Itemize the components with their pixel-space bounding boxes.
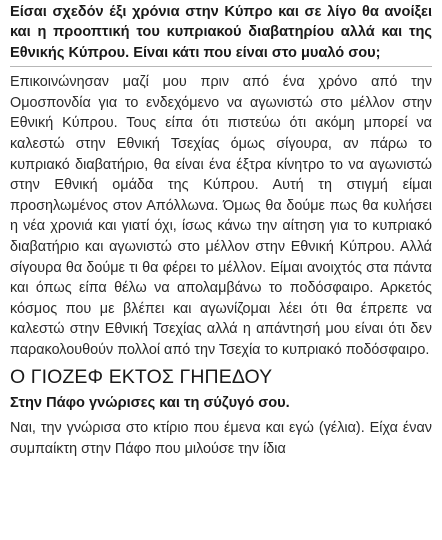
divider — [10, 66, 432, 67]
interview-answer-2: Ναι, την γνώρισα στο κτίριο που έμενα και εγώ (γέλια). Είχα έναν συμπαίκτη στην Πάφο που μιλούσε την ίδια — [10, 419, 432, 457]
section-heading: Ο ΓΙΟΖΕΦ ΕΚΤΟΣ ΓΗΠΕΔΟΥ — [10, 365, 273, 388]
interview-question-2: Στην Πάφο γνώρισες και τη σύζυγό σου. — [10, 394, 290, 411]
interview-answer: Επικοινώνησαν μαζί μου πριν από ένα χρόνο από την Ομοσπονδία για το ενδεχόμενο να αγωνιστώ στο μέλλον στην Εθνική Κύπρου. Τους είπα ότι πιστεύω ότι ακόμη μπορεί να καλεστώ στην Εθνική Τσεχίας όμως σίγουρα, αν πάρω το κυπριακό διαβατήριο, θα είναι ένα έξτρα κίνητρο το να αγωνιστώ στην Εθνική ομάδα της Κύπρου. Αυτή τη στιγμή είμαι προσηλωμένος στον Απόλλωνα. Όμως θα δούμε πως θα κυλήσει η νέα χρονιά και γιατί όχι, ίσως κάνω την αίτηση για το κυπριακό διαβατήριο και αγωνιστώ στο μέλλον στην Εθνική Κύπρου. Αλλά σίγουρα θα δούμε τι θα φέρει το μέλλον. Είμαι ανοιχτός στα πάντα και όπως είπα θέλω να απολαμβάνω το ποδόσφαιρο. Αρκετός κόσμος που με βλέπει και αγωνίζομαι λέει ότι θα έπρεπε να καλεστώ στην Εθνική Τσεχίας αλλά η απάντησή μου είναι ότι δεν παρακολουθούν πολλοί από την Τσεχία το κυπριακό ποδόσφαιρο. — [10, 74, 432, 358]
interview-question: Είσαι σχεδόν έξι χρόνια στην Κύπρο και σε λίγο θα ανοίξει και η προοπτική του κυπριακού διαβατηρίου αλλά και της Εθνικής Κύπρου. Είναι κάτι που είναι στο μυαλό σου; — [10, 4, 432, 61]
